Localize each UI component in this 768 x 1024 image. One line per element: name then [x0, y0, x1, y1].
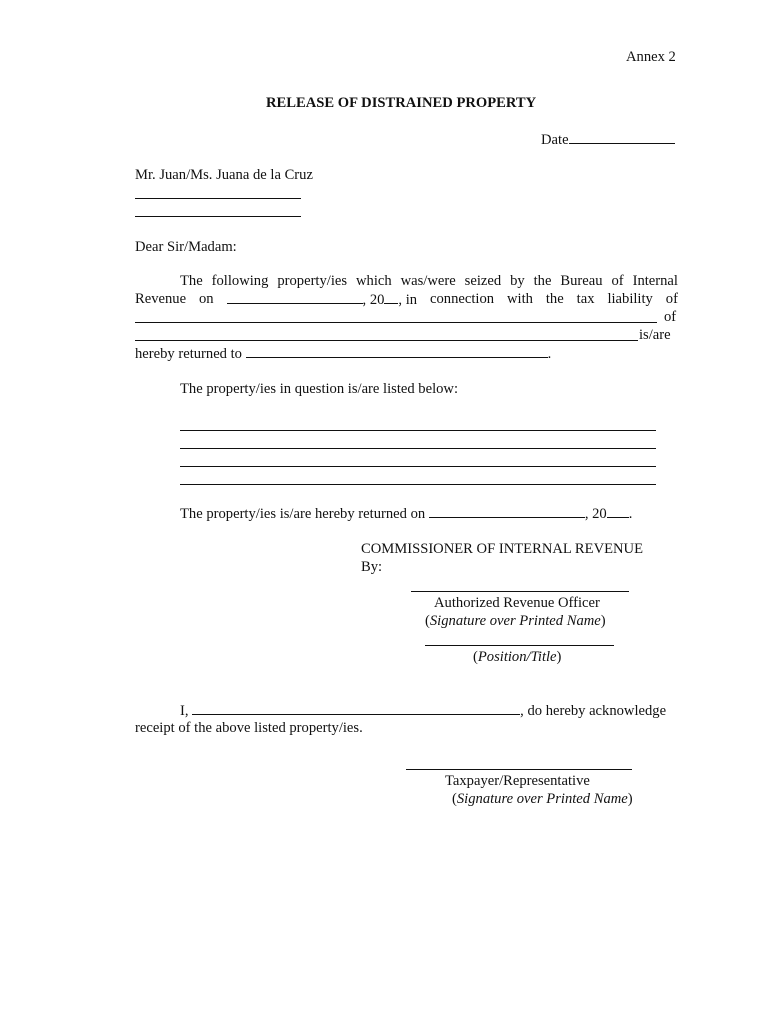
word: Internal	[632, 273, 678, 289]
word: the	[545, 291, 564, 307]
addressee: Mr. Juan/Ms. Juana de la Cruz	[135, 167, 313, 183]
address-line-2[interactable]	[135, 216, 301, 217]
taxpayer-signature-caption: (Signature over Printed Name)	[452, 791, 633, 807]
property-line-2[interactable]	[180, 448, 656, 449]
word: connection	[430, 291, 495, 307]
property-line-1[interactable]	[180, 430, 656, 431]
return-date-blank[interactable]	[429, 504, 585, 518]
taxpayer-name-blank[interactable]	[135, 322, 657, 323]
word: with	[506, 291, 533, 307]
word: tax	[576, 291, 595, 307]
returned-on-sentence: The property/ies is/are hereby returned on , 20 .	[180, 506, 633, 522]
officer-position-caption: (Position/Title)	[473, 649, 562, 665]
officer-title: Authorized Revenue Officer	[434, 595, 600, 611]
by-label: By:	[361, 559, 383, 575]
annex-label: Annex 2	[626, 49, 676, 65]
date-blank[interactable]	[569, 130, 675, 144]
word: by	[510, 273, 525, 289]
document-title: RELEASE OF DISTRAINED PROPERTY	[266, 95, 537, 111]
date-field	[541, 130, 675, 149]
officer-position-line[interactable]	[425, 645, 614, 646]
commissioner-label: COMMISSIONER OF INTERNAL REVENUE	[361, 541, 644, 557]
word: was/were	[400, 273, 456, 289]
word: of	[611, 273, 624, 289]
property-line-3[interactable]	[180, 466, 656, 467]
word: liability	[607, 291, 653, 307]
word: of	[665, 291, 678, 307]
list-intro: The property/ies in question is/are listed below:	[180, 381, 459, 397]
taxpayer-signature-line[interactable]	[406, 769, 632, 770]
word: seized	[464, 273, 502, 289]
word: The	[180, 273, 203, 289]
word: following	[211, 273, 269, 289]
officer-signature-line[interactable]	[411, 591, 629, 592]
word: property/ies	[277, 273, 348, 289]
seizure-date-field: , 20 , in	[227, 290, 418, 309]
word: which	[356, 273, 392, 289]
paragraph-1-line-5: hereby returned to .	[135, 346, 552, 362]
property-line-4[interactable]	[180, 484, 656, 485]
return-year-blank[interactable]	[607, 504, 629, 518]
word: on	[199, 291, 214, 307]
acknowledgement-line-1: I, , do hereby acknowledge	[180, 703, 667, 719]
taxpayer-title: Taxpayer/Representative	[445, 773, 590, 789]
word: Revenue	[135, 291, 187, 307]
word: is/are	[639, 327, 671, 343]
paragraph-1-line-2	[135, 290, 678, 309]
acknowledger-name-blank[interactable]	[192, 701, 520, 715]
salutation: Dear Sir/Madam:	[135, 239, 237, 255]
word: of	[664, 309, 677, 325]
seizure-year-blank[interactable]	[384, 290, 398, 304]
seizure-date-blank[interactable]	[227, 290, 363, 304]
word: the	[533, 273, 552, 289]
paragraph-1-line-1	[135, 272, 678, 290]
taxpayer-address-blank[interactable]	[135, 340, 638, 341]
returned-to-blank[interactable]	[246, 344, 548, 358]
acknowledgement-line-2: receipt of the above listed property/ies.	[135, 720, 363, 736]
officer-signature-caption: (Signature over Printed Name)	[425, 613, 606, 629]
word: Bureau	[560, 273, 603, 289]
address-line-1[interactable]	[135, 198, 301, 199]
date-label: Date	[541, 132, 569, 148]
